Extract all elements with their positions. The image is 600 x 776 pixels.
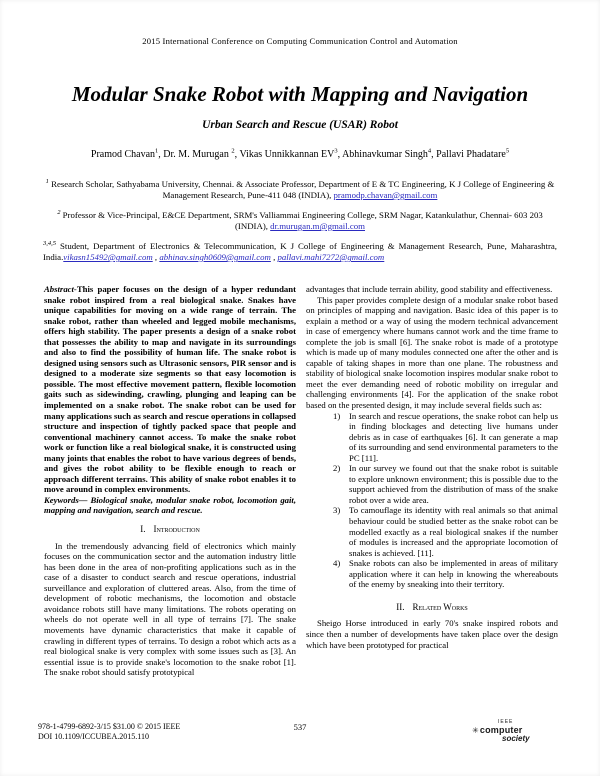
list-item-number: 1) <box>333 410 341 421</box>
affiliation-2 <box>43 210 557 232</box>
author-sup: 3 <box>334 147 338 155</box>
email-separator: , <box>152 252 160 262</box>
affiliation-text: Professor & Vice-Principal, E&CE Department, SRM's Valliammai Engineering College, SRM Nagar, Katankulathur, Chennai- 603 203 (INDIA), <box>60 210 543 231</box>
ieee-computer-society-logo <box>472 718 562 743</box>
affiliations <box>43 179 557 272</box>
keywords-paragraph <box>44 495 296 516</box>
list-item <box>306 463 558 505</box>
list-item <box>306 558 558 590</box>
list-item-text: In our survey we found out that the snake robot is suitable to explore unknown environment; this is possible due to the support achieved from the distribution of mass of the snake robot over a wide area. <box>349 463 558 505</box>
copyright-line: 978-1-4799-6892-3/15 $31.00 © 2015 IEEE <box>38 722 181 731</box>
author-name: Abhinavkumar Singh <box>342 149 428 160</box>
section-heading-introduction <box>44 524 296 535</box>
page-number: 537 <box>293 722 307 732</box>
section-title: Introduction <box>153 524 200 535</box>
email-link[interactable]: pramodp.chavan@gmail.com <box>333 190 438 200</box>
affiliation-text: Research Scholar, Sathyabama University, Chennai. & Associate Professor, Department of E & TC Engineering, K J College of Engineering & Management Research, Pune-411 048 (INDIA), <box>48 179 555 200</box>
affiliation-sup: 1 <box>45 178 49 186</box>
affiliation-3 <box>43 241 557 263</box>
doi-line: DOI 10.1109/ICCUBEA.2015.110 <box>38 732 149 741</box>
paper-subtitle: Urban Search and Rescue (USAR) Robot <box>202 119 398 131</box>
affiliation-1 <box>43 179 557 201</box>
author-sep: , <box>234 149 240 160</box>
list-item <box>306 411 558 464</box>
author-name: Dr. M. Murugan <box>163 149 232 160</box>
conference-header: 2015 International Conference on Computing Communication Control and Automation <box>142 36 458 46</box>
abstract-text: This paper focuses on the design of a hyper redundant snake robot inspired from a real biological snake. Snakes have unique capabilities for moving on a wide range of terrain. The snake robot, rather than wheeled and legged mobile mechanisms, offers high stability. The paper presents a design of a snake robot that possesses the ability to map and navigate in its surroundings and also to find the possibility of human life. The snake robot is designed using sensors such as Ultrasonic sensors, PIR sensor and is designed to a moderate size segments so that easy locomotion is possible. The most effective movement pattern, flexible locomotion gaits such as sidewinding, crawling, plunging and leaping can be implemented on a snake robot. The snake robot can be used for many applications such as search and rescue operations in collapsed structure and inspection of tightly packed space that people and conventional machinery cannot access. To make the snake robot work or function like a real biological snake, it is constructed using many joints that enables the robot to have various degrees of bends, and gives the robot ability to be flexible enough to reach or approach different terrains. This ability of snake robot enables it to move around in complex environments. <box>44 284 296 495</box>
logo-computer-text: computer <box>479 725 523 735</box>
logo-society-text: society <box>502 734 530 743</box>
abstract-paragraph <box>44 284 296 495</box>
email-link[interactable]: vikasn15492@gmail.com <box>63 252 153 262</box>
related-works-paragraph: Sheigo Horse introduced in early 70's snake inspired robots and since then a number of developments have taken place over the design which have been prototyped for practical <box>306 618 558 650</box>
author-name: Pramod Chavan <box>90 149 156 160</box>
list-item-number: 2) <box>333 463 341 474</box>
introduction-paragraph: In the tremendously advancing field of electronics which mainly focuses on the communication sector and the automation industry little has been done in the area of non-profiting applications such as in the case of a disaster to conduct search and rescue operations, industrial surveillance and exploration of cluttered areas. Also, from the time of development of robotic mechanisms, the locomotion and obstacle avoidance robots still have many limitations. The robots operating on wheels do not operate well in all type of terrains [7]. The snake movements have dynamic characteristics that make it capable of crawling in different types of terrains. To design a robot which acts as a real biological snake is very complex with some issues such as [3]. An essential issue is to provide snake's locomotion to the snake robot [1]. The snake robot should satisfy prototypical <box>44 540 296 678</box>
list-item-number: 4) <box>333 558 341 569</box>
list-item-text: In search and rescue operations, the snake robot can help us in finding blockages and detecting live humans under debris as in case of earthquakes [6]. It can generate a map of its surrounding and send environmental parameters to the PC [11]. <box>349 410 558 463</box>
list-item-text: Snake robots can also be implemented in areas of military application where it can help in knowing the whereabouts of the enemy by sneaking into their territory. <box>349 558 558 590</box>
keywords-label: Keywords— <box>44 494 91 505</box>
author-line <box>0 149 600 160</box>
list-item <box>306 505 558 558</box>
affiliation-sup: 3,4,5 <box>43 240 56 248</box>
author-sup: 2 <box>231 147 235 155</box>
left-column <box>44 284 296 678</box>
author-sep: , <box>337 149 343 160</box>
list-item-number: 3) <box>333 505 341 516</box>
author-name: Pallavi Phadatare <box>436 149 506 160</box>
continuation-paragraph: advantages that include terrain ability, good stability and effectiveness. <box>306 284 553 294</box>
keywords-text: Biological snake, modular snake robot, locomotion gait, mapping and navigation, search and rescue. <box>44 494 297 516</box>
author-sup: 4 <box>427 147 432 155</box>
gear-icon: ✳ <box>472 726 479 735</box>
section-heading-related-works <box>306 602 558 613</box>
email-link[interactable]: pallavi.mahi7272@gmail.com <box>277 252 385 262</box>
section-number: I. <box>140 524 146 535</box>
paper-title: Modular Snake Robot with Mapping and Navigation <box>71 82 529 106</box>
affiliation-sup: 2 <box>57 209 61 217</box>
section-number: II. <box>396 601 405 612</box>
author-sep: , <box>431 149 437 160</box>
author-name: Vikas Unnikkannan EV <box>239 149 335 160</box>
author-sup: 5 <box>505 147 510 155</box>
right-column <box>306 284 558 678</box>
two-column-body <box>44 284 558 678</box>
author-sep: , <box>158 149 164 160</box>
section-title: Related Works <box>412 601 468 612</box>
email-separator: , <box>270 252 278 262</box>
email-link[interactable]: dr.murugan.m@gmail.com <box>270 221 366 231</box>
affiliation-text: Student, Department of Electronics & Telecommunication, K J College of Engineering & Management Research, Pune, Maharashtra, India. <box>43 241 557 262</box>
ieee-label: IEEE <box>498 719 514 725</box>
list-item-text: To camouflage its identity with real animals so that animal behaviour could be studied better as the snake robot can be modelled exactly as a real biological snakes if the number of modules is increased and the appropriate locomotion of snakes is achieved. [11]. <box>349 505 558 558</box>
abstract-label: Abstract- <box>44 284 77 294</box>
email-link[interactable]: abhinav.singh0609@gmail.com <box>159 252 271 262</box>
design-paragraph: This paper provides complete design of a modular snake robot based on principles of mapping and navigation. Basic idea of this paper is to explain a method or a way of using the modern technical advancement in case of emergency where humans cannot work and the time frame to complete the job is small [6]. The snake robot is made of a prototype which is made up of many modules connected one after the other and is capable of taking shapes in more than one plane. The robustness and stability of biological snake locomotion inspires modular snake robot to meet the ever demanding need of robotic mobility on irregular and challenging environments [4]. For the application of the snake robot based on the presented design, it may include several fields such as: <box>306 294 558 411</box>
author-sup: 1 <box>155 147 159 155</box>
